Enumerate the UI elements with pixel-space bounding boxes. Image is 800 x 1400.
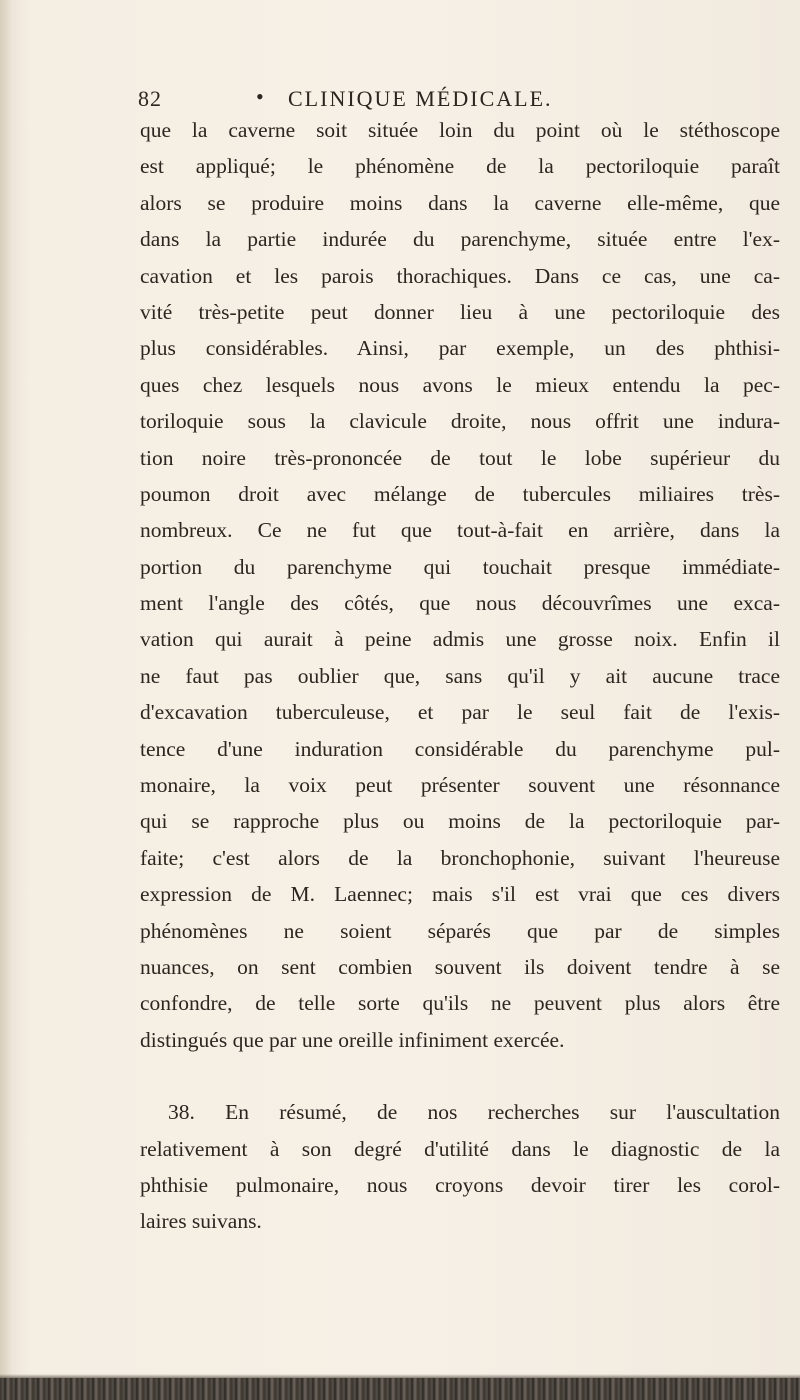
text-line: phthisie pulmonaire, nous croyons devoir tirer les corol-: [140, 1172, 780, 1197]
header-separator: •: [256, 84, 265, 109]
text-line: portion du parenchyme qui touchait presque immédiate-: [140, 554, 780, 579]
text-line: d'excavation tuberculeuse, et par le seul fait de l'exis-: [140, 700, 780, 725]
text-line: alors se produire moins dans la caverne elle-même, que: [140, 190, 780, 215]
text-line: faite; c'est alors de la bronchophonie, suivant l'heureuse: [140, 845, 780, 870]
text-line: confondre, de telle sorte qu'ils ne peuvent plus alors être: [140, 991, 780, 1016]
page-number: 82: [138, 86, 162, 111]
text-line: tence d'une induration considérable du parenchyme pul-: [140, 736, 780, 761]
paragraph-1: [140, 112, 780, 1058]
text-line: est appliqué; le phénomène de la pectoriloquie paraît: [140, 154, 780, 179]
page-bottom-edge: [0, 1378, 800, 1400]
text-line: relativement à son degré d'utilité dans le diagnostic de la: [140, 1136, 780, 1161]
text-line: dans la partie indurée du parenchyme, située entre l'ex-: [140, 227, 780, 252]
body-text: [140, 112, 780, 1240]
text-line: tion noire très-prononcée de tout le lobe supérieur du: [140, 445, 780, 470]
text-line: phénomènes ne soient séparés que par de simples: [140, 918, 780, 943]
page-spine-shadow: [0, 0, 12, 1400]
paragraph-2: [140, 1094, 780, 1240]
text-line: poumon droit avec mélange de tubercules miliaires très-: [140, 481, 780, 506]
text-line: expression de M. Laennec; mais s'il est vrai que ces divers: [140, 882, 780, 907]
text-line: toriloquie sous la clavicule droite, nous offrit une indura-: [140, 409, 780, 434]
text-line: ment l'angle des côtés, que nous découvrîmes une exca-: [140, 591, 780, 616]
text-line: distingués que par une oreille infiniment exercée.: [140, 1027, 565, 1052]
text-line: 38. En résumé, de nos recherches sur l'auscultation: [168, 1100, 780, 1125]
text-line: plus considérables. Ainsi, par exemple, un des phthisi-: [140, 336, 780, 361]
text-line: vité très-petite peut donner lieu à une pectoriloquie des: [140, 299, 780, 324]
text-line: que la caverne soit située loin du point où le stéthoscope: [140, 118, 780, 142]
running-title: CLINIQUE MÉDICALE.: [288, 86, 553, 111]
text-line: monaire, la voix peut présenter souvent une résonnance: [140, 773, 780, 798]
text-line: ne faut pas oublier que, sans qu'il y ait aucune trace: [140, 663, 780, 688]
text-line: laires suivans.: [140, 1209, 262, 1234]
text-line: qui se rapproche plus ou moins de la pectoriloquie par-: [140, 809, 780, 834]
text-line: cavation et les parois thorachiques. Dans ce cas, une ca-: [140, 263, 780, 288]
text-line: vation qui aurait à peine admis une grosse noix. Enfin il: [140, 627, 780, 652]
text-line: nombreux. Ce ne fut que tout-à-fait en arrière, dans la: [140, 518, 780, 543]
text-line: nuances, on sent combien souvent ils doivent tendre à se: [140, 954, 780, 979]
text-line: ques chez lesquels nous avons le mieux entendu la pec-: [140, 372, 780, 397]
